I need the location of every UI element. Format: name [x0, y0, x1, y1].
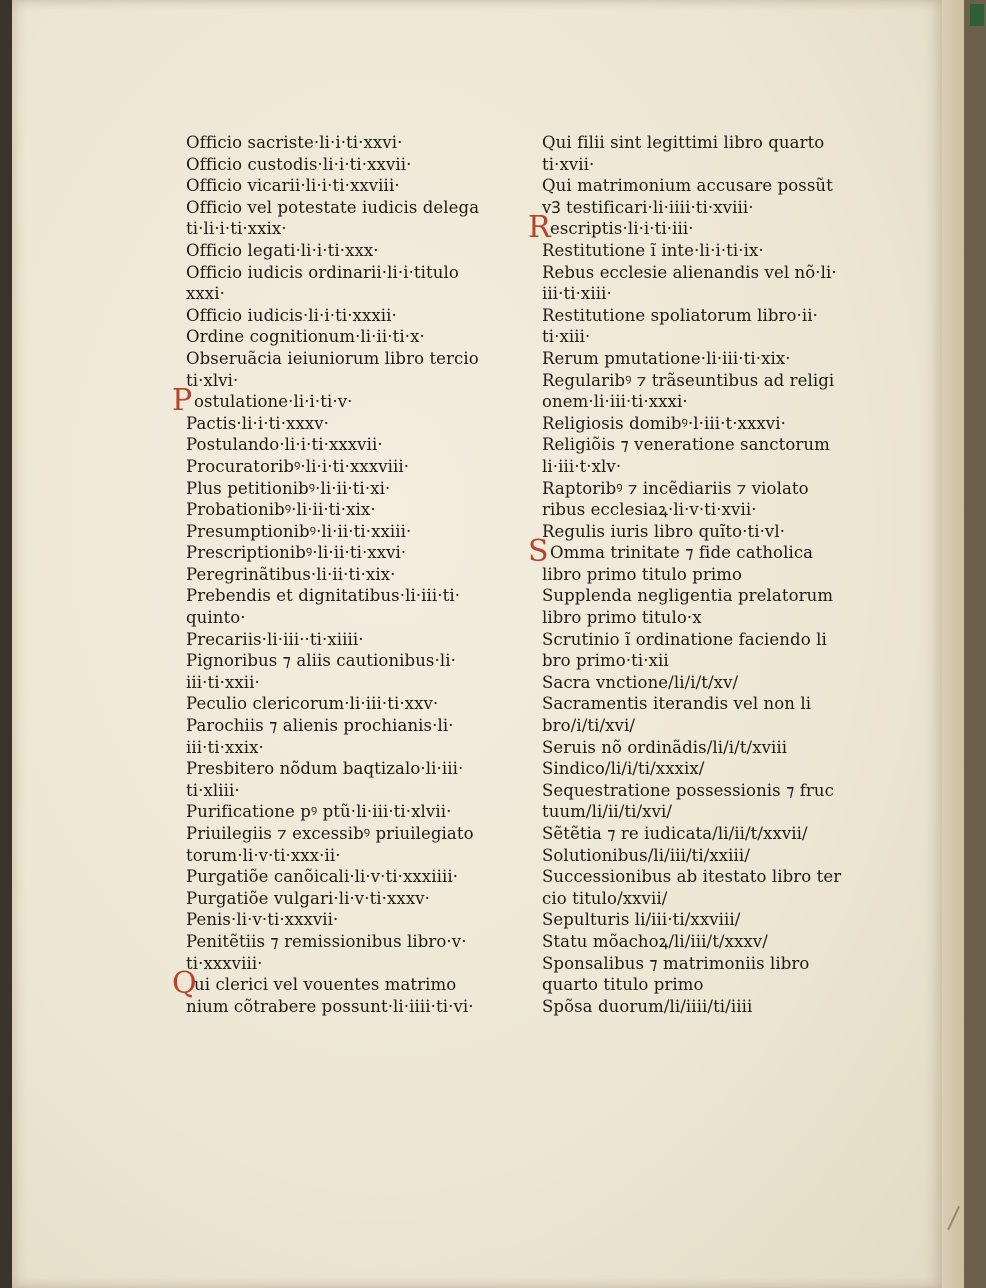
text-line — [542, 866, 872, 888]
text-line — [542, 283, 872, 305]
text-line — [542, 326, 872, 348]
line-text: Omma trinitate ⁊ fide catholica — [550, 543, 814, 563]
binding-strip — [964, 0, 986, 1288]
line-text: Priuilegiis ⁊ excessibꝰ priuilegiato — [186, 824, 474, 843]
line-text: Probationibꝰ·li·ii·ti·xix· — [186, 500, 376, 520]
text-line — [186, 305, 516, 327]
text-line — [542, 370, 872, 392]
text-line — [542, 801, 872, 823]
line-text: ti·xxxviii· — [186, 953, 263, 973]
text-line — [542, 262, 872, 284]
line-text: iii·ti·xxii· — [186, 672, 260, 692]
text-line — [186, 953, 516, 975]
line-text: quinto· — [186, 608, 246, 628]
rubricated-initial: S — [528, 534, 549, 570]
line-text: Peregrinãtibus·li·ii·ti·xix· — [186, 564, 396, 584]
line-text: Pactis·li·i·ti·xxxv· — [186, 413, 330, 433]
line-text: ti·xiii· — [542, 327, 591, 347]
text-line — [186, 758, 516, 780]
text-line — [542, 175, 872, 197]
text-line — [186, 780, 516, 802]
line-text: ti·xvii· — [542, 154, 595, 174]
text-line — [542, 996, 872, 1018]
text-line — [542, 564, 872, 586]
line-text: tuum/li/ii/ti/xvi/ — [542, 802, 673, 822]
text-line — [186, 326, 516, 348]
line-text: Obseruãcia ieiuniorum libro tercio — [186, 348, 479, 368]
line-text: Precariis·li·iii··ti·xiiii· — [186, 629, 364, 649]
text-line — [186, 283, 516, 305]
line-text: Sponsalibus ⁊ matrimoniis libro — [542, 953, 810, 973]
line-text: Pignoribus ⁊ aliis cautionibus·li· — [186, 651, 456, 671]
text-line — [186, 888, 516, 910]
text-line — [186, 218, 516, 240]
text-line — [542, 348, 872, 370]
right-text-column — [528, 132, 872, 1017]
line-text: Qui filii sint legittimi libro quarto — [542, 133, 825, 152]
line-text: Religiosis domibꝰ·l·iii·t·xxxvi· — [542, 413, 786, 433]
text-line — [542, 434, 872, 456]
line-text: onem·li·iii·ti·xxxi· — [542, 392, 688, 412]
line-text: Scrutinio ĩ ordinatione faciendo li — [542, 629, 827, 649]
text-line — [542, 780, 872, 802]
line-text: Presumptionibꝰ·li·ii·ti·xxiii· — [186, 521, 412, 541]
line-text: ostulatione·li·i·ti·v· — [194, 392, 353, 412]
text-line — [528, 210, 872, 246]
line-text: ui clerici vel vouentes matrimo — [194, 975, 457, 995]
line-text: Purgatiõe vulgari·li·v·ti·xxxv· — [186, 888, 431, 908]
text-line — [542, 607, 872, 629]
line-text: escriptis·li·i·ti·iii· — [550, 219, 694, 239]
text-line — [542, 953, 872, 975]
text-line — [542, 629, 872, 651]
line-text: bro primo·ti·xii — [542, 651, 669, 671]
text-line — [186, 478, 516, 500]
text-line — [186, 456, 516, 478]
line-text: ti·xlvi· — [186, 370, 239, 390]
text-line — [542, 132, 872, 154]
text-line — [186, 996, 516, 1018]
line-text: Rebus ecclesie alienandis vel nõ·li· — [542, 262, 837, 282]
text-line — [186, 240, 516, 262]
text-line — [186, 693, 516, 715]
line-text: Sequestratione possessionis ⁊ fruc — [542, 780, 834, 800]
line-text: Sacramentis iterandis vel non li — [542, 694, 812, 714]
text-line — [186, 737, 516, 759]
line-text: Restitutione spoliatorum libro·ii· — [542, 305, 819, 325]
line-text: Supplenda negligentia prelatorum — [542, 586, 834, 606]
text-line — [542, 888, 872, 910]
line-text: Officio vicarii·li·i·ti·xxviii· — [186, 176, 400, 196]
line-text: Postulando·li·i·ti·xxxvii· — [186, 435, 383, 455]
rubricated-initial: Q — [172, 966, 197, 1002]
line-text: bro/i/ti/xvi/ — [542, 716, 636, 736]
text-line — [186, 564, 516, 586]
line-text: ti·li·i·ti·xxix· — [186, 219, 287, 239]
line-text: iii·ti·xxix· — [186, 737, 264, 757]
line-text: Sẽtẽtia ⁊ re iudicata/li/ii/t/xxvii/ — [542, 824, 808, 843]
line-text: Sepulturis li/iii·ti/xxviii/ — [542, 910, 741, 930]
text-line — [542, 931, 872, 953]
line-text: Officio custodis·li·i·ti·xxvii· — [186, 154, 412, 174]
text-line — [186, 262, 516, 284]
text-line — [186, 413, 516, 435]
line-text: Sacra vnctione/li/i/t/xv/ — [542, 672, 739, 692]
line-text: Officio legati·li·i·ti·xxx· — [186, 240, 379, 260]
text-line — [542, 650, 872, 672]
rubricated-initial: R — [528, 210, 551, 246]
line-text: libro primo titulo primo — [542, 564, 743, 584]
line-text: quarto titulo primo — [542, 975, 704, 995]
text-line — [186, 370, 516, 392]
line-text: Procuratoribꝰ·li·i·ti·xxxviii· — [186, 456, 410, 476]
line-text: Qui matrimonium accusare possũt — [542, 176, 833, 196]
text-line — [542, 715, 872, 737]
line-text: libro primo titulo·x — [542, 608, 702, 628]
text-line — [186, 175, 516, 197]
text-line — [186, 650, 516, 672]
text-line — [172, 383, 516, 419]
left-text-column — [172, 132, 516, 1017]
text-line — [542, 154, 872, 176]
line-text: Penitẽtiis ⁊ remissionibus libro·v· — [186, 931, 467, 951]
line-text: Statu mõachoꝝ/li/iii/t/xxxv/ — [542, 931, 768, 951]
text-line — [186, 823, 516, 845]
color-tab — [970, 4, 984, 26]
text-line — [186, 931, 516, 953]
text-line — [186, 715, 516, 737]
text-line — [186, 197, 516, 219]
text-line — [186, 132, 516, 154]
line-text: Religiõis ⁊ veneratione sanctorum — [542, 435, 830, 455]
text-line — [542, 413, 872, 435]
line-text: Successionibus ab itestato libro ter — [542, 867, 842, 887]
text-line — [186, 607, 516, 629]
line-text: iii·ti·xiii· — [542, 284, 612, 304]
text-line — [528, 534, 872, 570]
text-line — [542, 585, 872, 607]
text-line — [542, 737, 872, 759]
line-text: Penis·li·v·ti·xxxvii· — [186, 910, 339, 930]
text-line — [186, 801, 516, 823]
line-text: Peculio clericorum·li·iii·ti·xxv· — [186, 694, 439, 714]
text-line — [186, 154, 516, 176]
text-line — [186, 499, 516, 521]
line-text: Sindico/li/i/ti/xxxix/ — [542, 759, 705, 779]
rubricated-initial: P — [172, 383, 193, 419]
line-text: Prescriptionibꝰ·li·ii·ti·xxvi· — [186, 543, 407, 563]
line-text: xxxi· — [186, 284, 225, 304]
text-line — [542, 478, 872, 500]
text-line — [542, 305, 872, 327]
line-text: Purificatione pꝰ ptũ·li·iii·ti·xlvii· — [186, 802, 452, 822]
text-line — [542, 391, 872, 413]
text-line — [542, 499, 872, 521]
line-text: Regulis iuris libro quĩto·ti·vl· — [542, 521, 786, 541]
text-line — [542, 240, 872, 262]
line-text: torum·li·v·ti·xxx·ii· — [186, 845, 341, 865]
text-line — [186, 629, 516, 651]
line-text: Seruis nõ ordinãdis/li/i/t/xviii — [542, 737, 788, 757]
line-text: Parochiis ⁊ alienis prochianis·li· — [186, 716, 454, 736]
line-text: Raptoribꝰ ⁊ incẽdiariis ⁊ violato — [542, 478, 809, 498]
line-text: Regularibꝰ ⁊ trãseuntibus ad religi — [542, 370, 835, 390]
text-line — [186, 909, 516, 931]
line-text: Solutionibus/li/iii/ti/xxiii/ — [542, 845, 750, 865]
text-line — [542, 693, 872, 715]
manuscript-page — [12, 0, 942, 1288]
line-text: ribus ecclesiaꝝ·li·v·ti·xvii· — [542, 500, 757, 520]
line-text: Restitutione ĩ inte·li·i·ti·ix· — [542, 240, 764, 260]
line-text: Officio iudicis ordinarii·li·i·titulo — [186, 262, 459, 282]
text-line — [542, 823, 872, 845]
line-text: nium cõtrabere possunt·li·iiii·ti·vi· — [186, 996, 474, 1016]
line-text: Rerum pmutatione·li·iii·ti·xix· — [542, 348, 791, 368]
text-line — [542, 197, 872, 219]
text-line — [542, 521, 872, 543]
text-line — [186, 434, 516, 456]
text-line — [186, 845, 516, 867]
line-text: Officio sacriste·li·i·ti·xxvi· — [186, 133, 403, 152]
line-text: vꝪ testificari·li·iiii·ti·xviii· — [542, 197, 754, 217]
line-text: Officio vel potestate iudicis delega — [186, 197, 480, 217]
text-line — [542, 456, 872, 478]
text-line — [186, 866, 516, 888]
line-text: li·iii·t·xlv· — [542, 456, 622, 476]
line-text: Presbitero nõdum baqtizalo·li·iii· — [186, 759, 464, 779]
text-line — [542, 845, 872, 867]
line-text: Ordine cognitionum·li·ii·ti·x· — [186, 327, 425, 347]
text-line — [186, 348, 516, 370]
text-line — [186, 542, 516, 564]
text-line — [186, 672, 516, 694]
line-text: ti·xliii· — [186, 780, 240, 800]
line-text: Officio iudicis·li·i·ti·xxxii· — [186, 305, 397, 325]
line-text: Spõsa duorum/li/iiii/ti/iiii — [542, 996, 753, 1016]
text-line — [186, 521, 516, 543]
text-line — [172, 966, 516, 1002]
page-edge — [942, 0, 986, 1288]
line-text: Purgatiõe canõicali·li·v·ti·xxxiiii· — [186, 867, 459, 887]
line-text: cio titulo/xxvii/ — [542, 888, 668, 908]
text-line — [186, 585, 516, 607]
line-text: Prebendis et dignitatibus·li·iii·ti· — [186, 586, 461, 606]
text-line — [542, 758, 872, 780]
text-line — [542, 672, 872, 694]
text-line — [542, 974, 872, 996]
text-line — [542, 909, 872, 931]
line-text: Plus petitionibꝰ·li·ii·ti·xi· — [186, 478, 391, 498]
